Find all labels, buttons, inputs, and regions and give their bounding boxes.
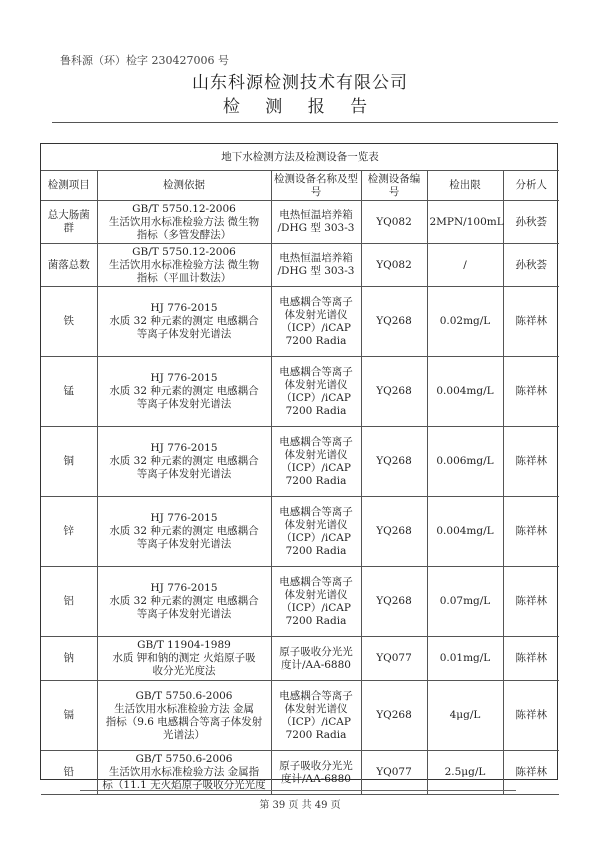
- equipment-line: 体发射光谱仪: [284, 448, 348, 461]
- table-row: [41, 244, 559, 287]
- basis-line: GB/T 5750.12-2006: [132, 202, 236, 215]
- cell-detection-limit: 0.004mg/L: [427, 357, 503, 427]
- basis-line: HJ 776-2015: [150, 372, 218, 384]
- basis-line: 水质 32 种元素的测定 电感耦合: [109, 455, 259, 467]
- cell-equipment: [271, 567, 361, 637]
- column-header-equipment-no: 检测设备编号: [361, 171, 427, 201]
- basis-line: 水质 32 种元素的测定 电感耦合: [109, 595, 259, 607]
- cell-analyst: 孙秋荟: [503, 201, 559, 244]
- cell-equipment-no: YQ268: [361, 357, 427, 427]
- footer-rule: [80, 790, 516, 791]
- cell-basis: [97, 244, 271, 287]
- table-row: [41, 497, 559, 567]
- table-caption: 地下水检测方法及检测设备一览表: [41, 144, 559, 171]
- report-number: 鲁科源（环）检字 230427006 号: [60, 54, 229, 67]
- method-equipment-table: [41, 144, 559, 795]
- column-header-basis: 检测依据: [97, 171, 271, 201]
- company-name: 山东科源检测技术有限公司: [192, 73, 408, 93]
- equipment-line: 7200 Radia: [285, 614, 347, 627]
- basis-line: HJ 776-2015: [150, 442, 218, 454]
- equipment-line: /DHG 型 303-3: [277, 265, 355, 277]
- equipment-line: 体发射光谱仪: [284, 518, 348, 531]
- basis-line: 水质 32 种元素的测定 电感耦合: [109, 525, 259, 537]
- cell-item: 镉: [41, 681, 97, 751]
- basis-line: 生活饮用水标准检验方法 金属: [114, 702, 254, 715]
- table-row: [41, 567, 559, 637]
- cell-equipment: [271, 244, 361, 287]
- equipment-line: 7200 Radia: [285, 404, 347, 417]
- cell-detection-limit: 4μg/L: [427, 681, 503, 751]
- equipment-line: 7200 Radia: [285, 544, 347, 557]
- equipment-line: 体发射光谱仪: [284, 588, 348, 601]
- equipment-line: 原子吸收分光光: [279, 645, 353, 658]
- basis-line: GB/T 5750.6-2006: [135, 689, 233, 702]
- column-header-detection-limit: 检出限: [427, 171, 503, 201]
- basis-line: HJ 776-2015: [150, 582, 218, 594]
- cell-basis: [97, 287, 271, 357]
- cell-detection-limit: 2MPN/100mL: [427, 201, 503, 244]
- basis-line: 生活饮用水标准检验方法 金属指: [108, 766, 260, 778]
- cell-detection-limit: 0.006mg/L: [427, 427, 503, 497]
- equipment-line: 度计/AA-6880: [281, 772, 351, 785]
- equipment-line: /DHG 型 303-3: [277, 222, 355, 234]
- basis-line: 等离子体发射光谱法: [136, 328, 232, 340]
- equipment-line: 电感耦合等离子: [279, 295, 353, 308]
- cell-analyst: 陈祥林: [503, 567, 559, 637]
- method-table-frame: [40, 143, 558, 791]
- basis-line: 生活饮用水标准检验方法 微生物: [108, 215, 260, 228]
- table-row: [41, 637, 559, 681]
- basis-line: 等离子体发射光谱法: [136, 398, 232, 410]
- cell-item: 铅: [41, 751, 97, 795]
- cell-item: 铁: [41, 287, 97, 357]
- basis-line: 收分光光度法: [152, 665, 216, 677]
- cell-basis: [97, 567, 271, 637]
- equipment-line: 原子吸收分光光: [279, 759, 353, 772]
- equipment-line: 度计/AA-6880: [281, 658, 351, 671]
- cell-item: 钠: [41, 637, 97, 681]
- cell-equipment: [271, 427, 361, 497]
- cell-analyst: 陈祥林: [503, 427, 559, 497]
- cell-basis: [97, 681, 271, 751]
- header-rule: [52, 122, 558, 123]
- report-title: 检 测 报 告: [222, 97, 378, 117]
- equipment-line: （ICP）/iCAP: [281, 461, 351, 474]
- cell-equipment-no: YQ268: [361, 287, 427, 357]
- basis-line: HJ 776-2015: [150, 302, 218, 314]
- basis-line: 光谱法）: [163, 728, 205, 741]
- column-header-item: 检测项目: [41, 171, 97, 201]
- cell-detection-limit: 0.02mg/L: [427, 287, 503, 357]
- cell-equipment-no: YQ268: [361, 681, 427, 751]
- cell-basis: [97, 497, 271, 567]
- equipment-line: 体发射光谱仪: [284, 308, 348, 321]
- equipment-line: （ICP）/iCAP: [281, 391, 351, 404]
- equipment-line: 7200 Radia: [285, 474, 347, 487]
- table-row: [41, 287, 559, 357]
- cell-analyst: 陈祥林: [503, 637, 559, 681]
- equipment-line: （ICP）/iCAP: [281, 715, 351, 728]
- basis-line: 生活饮用水标准检验方法 微生物: [108, 258, 260, 271]
- cell-analyst: 陈祥林: [503, 681, 559, 751]
- basis-line: 指标（平皿计数法）: [136, 271, 232, 284]
- cell-analyst: 陈祥林: [503, 751, 559, 795]
- equipment-line: 电感耦合等离子: [279, 505, 353, 518]
- basis-line: 标（11.1 无火焰原子吸收分光光度: [102, 779, 266, 791]
- basis-line: 等离子体发射光谱法: [136, 538, 232, 550]
- cell-equipment-no: YQ082: [361, 201, 427, 244]
- cell-basis: [97, 751, 271, 795]
- equipment-line: （ICP）/iCAP: [281, 531, 351, 544]
- equipment-line: （ICP）/iCAP: [281, 321, 351, 334]
- cell-equipment-no: YQ077: [361, 751, 427, 795]
- equipment-line: 7200 Radia: [285, 728, 347, 741]
- basis-line: 等离子体发射光谱法: [136, 468, 232, 480]
- equipment-line: 电感耦合等离子: [279, 435, 353, 448]
- table-header-row: [41, 171, 559, 201]
- cell-item: 菌落总数: [41, 244, 97, 287]
- cell-basis: [97, 201, 271, 244]
- cell-detection-limit: 0.01mg/L: [427, 637, 503, 681]
- table-row: [41, 357, 559, 427]
- cell-analyst: 陈祥林: [503, 357, 559, 427]
- cell-analyst: 陈祥林: [503, 287, 559, 357]
- basis-line: GB/T 5750.6-2006: [135, 753, 233, 765]
- cell-equipment-no: YQ268: [361, 427, 427, 497]
- basis-line: 水质 32 种元素的测定 电感耦合: [109, 315, 259, 327]
- cell-item: 总大肠菌群: [41, 201, 97, 244]
- cell-equipment-no: YQ268: [361, 497, 427, 567]
- equipment-line: 电感耦合等离子: [279, 365, 353, 378]
- equipment-line: 体发射光谱仪: [284, 702, 348, 715]
- cell-basis: [97, 357, 271, 427]
- basis-line: HJ 776-2015: [150, 512, 218, 524]
- cell-equipment: [271, 201, 361, 244]
- equipment-line: 7200 Radia: [285, 334, 347, 347]
- basis-line: 水质 钾和钠的测定 火焰原子吸: [112, 652, 256, 664]
- cell-basis: [97, 427, 271, 497]
- cell-basis: [97, 637, 271, 681]
- basis-line: GB/T 5750.12-2006: [132, 245, 236, 258]
- cell-equipment: [271, 637, 361, 681]
- basis-line: 指标（9.6 电感耦合等离子体发射: [105, 715, 263, 728]
- cell-equipment-no: YQ268: [361, 567, 427, 637]
- table-caption-row: [41, 144, 559, 171]
- cell-equipment: [271, 681, 361, 751]
- basis-line: GB/T 11904-1989: [137, 639, 231, 651]
- table-row: [41, 201, 559, 244]
- cell-equipment: [271, 357, 361, 427]
- basis-line: 水质 32 种元素的测定 电感耦合: [109, 385, 259, 397]
- column-header-analyst: 分析人: [503, 171, 559, 201]
- cell-detection-limit: /: [427, 244, 503, 287]
- basis-line: 指标（多管发酵法）: [136, 228, 232, 241]
- cell-item: 铜: [41, 427, 97, 497]
- basis-line: 等离子体发射光谱法: [136, 608, 232, 620]
- cell-equipment: [271, 751, 361, 795]
- cell-detection-limit: 0.004mg/L: [427, 497, 503, 567]
- page-number: 第 39 页 共 49 页: [259, 800, 341, 811]
- equipment-line: （ICP）/iCAP: [281, 601, 351, 614]
- cell-detection-limit: 2.5μg/L: [427, 751, 503, 795]
- table-row: [41, 751, 559, 795]
- cell-item: 锌: [41, 497, 97, 567]
- cell-equipment-no: YQ082: [361, 244, 427, 287]
- table-row: [41, 427, 559, 497]
- cell-equipment: [271, 287, 361, 357]
- column-header-equipment: 检测设备名称及型号: [271, 171, 361, 201]
- cell-analyst: 陈祥林: [503, 497, 559, 567]
- equipment-line: 电感耦合等离子: [279, 689, 353, 702]
- table-row: [41, 681, 559, 751]
- equipment-line: 体发射光谱仪: [284, 378, 348, 391]
- cell-equipment-no: YQ077: [361, 637, 427, 681]
- cell-equipment: [271, 497, 361, 567]
- cell-analyst: 孙秋荟: [503, 244, 559, 287]
- equipment-line: 电热恒温培养箱: [279, 252, 353, 264]
- cell-item: 锰: [41, 357, 97, 427]
- cell-detection-limit: 0.07mg/L: [427, 567, 503, 637]
- cell-item: 铝: [41, 567, 97, 637]
- equipment-line: 电感耦合等离子: [279, 575, 353, 588]
- equipment-line: 电热恒温培养箱: [279, 209, 353, 221]
